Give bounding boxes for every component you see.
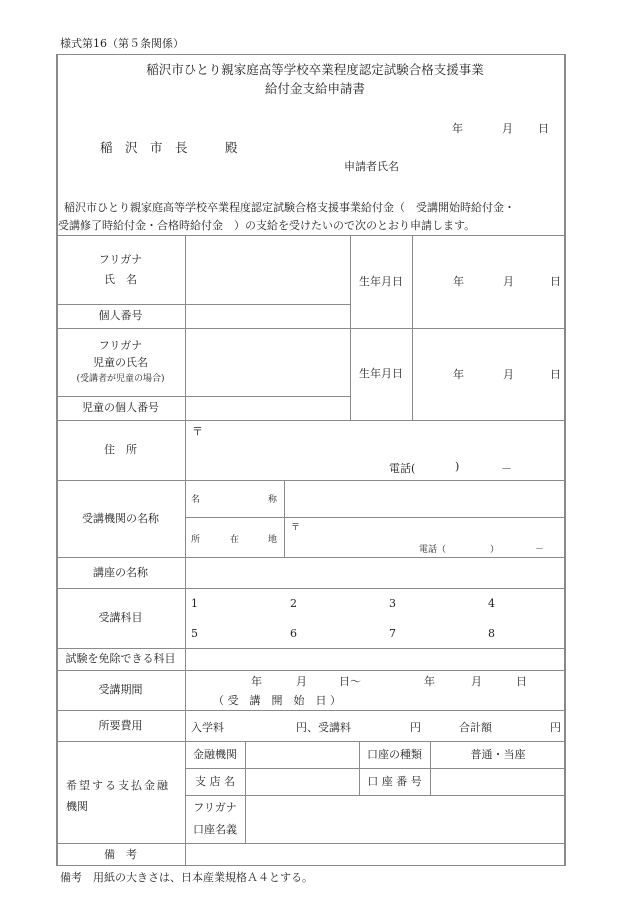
child-birthdate-field[interactable] (413, 329, 565, 419)
date-month: 月 (502, 122, 513, 135)
account-type-label: 口座の種類 (367, 747, 422, 761)
child-furigana-label: フリガナ (98, 338, 143, 352)
account-number-label: 口 座 番 号 (367, 774, 422, 788)
institution-name-label-a: 名 (191, 495, 201, 505)
applicant-birth-day: 日 (550, 275, 561, 288)
course-name-label: 講座の名称 (93, 565, 148, 579)
institution-postal-mark: 〒 (291, 523, 301, 533)
subject-number: 5 (191, 627, 198, 640)
request-text-line2: 受講修了時給付金・合格時給付金 ）の支給を受けたいので次のとおり申請します。 (58, 219, 476, 232)
applicant-my-number-label: 個人番号 (98, 309, 143, 322)
child-name-note: (受講者が児童の場合) (76, 373, 165, 384)
period-end-month: 月 (471, 675, 482, 688)
subjects-field[interactable] (186, 589, 565, 647)
applicant-furigana-label: フリガナ (98, 252, 143, 266)
bank-label-line1: 希望する支払金融 (66, 779, 170, 792)
child-name-label-cell (56, 328, 185, 396)
course-name-field[interactable] (186, 558, 565, 587)
exempt-subjects-field[interactable] (186, 649, 565, 669)
applicant-signature-field[interactable] (410, 154, 560, 174)
date-year: 年 (452, 122, 463, 135)
institution-location-field[interactable] (285, 518, 565, 556)
admission-fee-unit: 円、受講料 (296, 721, 351, 734)
application-date-field[interactable] (430, 116, 560, 136)
form-title-line2: 給付金支給申請書 (264, 81, 365, 96)
institution-phone-label: 電話（ (419, 545, 447, 555)
costs-label: 所要費用 (98, 718, 143, 732)
bank-institution-field[interactable] (246, 742, 358, 767)
period-start-note: （ 受 講 開 始 日 ） (213, 694, 341, 707)
total-unit: 円 (550, 721, 561, 734)
period-start-month: 月 (296, 675, 307, 688)
period-end-year: 年 (424, 675, 435, 688)
institution-name-label-b: 称 (268, 495, 278, 505)
applicant-birthdate-field[interactable] (413, 236, 565, 327)
subject-number: 2 (290, 597, 297, 610)
account-type-options[interactable]: 普通・当座 (470, 747, 526, 761)
child-birth-month: 月 (503, 368, 514, 381)
institution-label: 受講機関の名称 (82, 511, 159, 525)
bank-institution-label: 金融機関 (193, 747, 237, 761)
address-phone-dash: － (501, 462, 512, 475)
account-holder-field[interactable] (246, 796, 565, 842)
form-title-line1: 稲沢市ひとり親家庭高等学校卒業程度認定試験合格支援事業 (146, 62, 484, 77)
child-name-field[interactable] (186, 329, 349, 395)
child-my-number-label: 児童の個人番号 (82, 401, 159, 414)
subject-number: 7 (389, 627, 396, 640)
remarks-label: 備 考 (104, 847, 137, 861)
address-phone-close: ) (455, 460, 460, 473)
period-label: 受講期間 (98, 683, 143, 696)
applicant-birth-month: 月 (503, 275, 514, 288)
institution-name-field[interactable] (285, 481, 565, 516)
address-label: 住 所 (104, 443, 137, 456)
tuition-fee-unit: 円 (410, 721, 421, 734)
bank-label-line2: 機関 (66, 800, 88, 813)
institution-location-label-c: 地 (268, 535, 278, 545)
subject-number: 6 (290, 627, 297, 640)
applicant-name-field[interactable] (186, 236, 349, 303)
exempt-subjects-label: 試験を免除できる科目 (65, 652, 176, 665)
date-day: 日 (538, 122, 549, 135)
branch-field[interactable] (246, 769, 358, 794)
child-birth-day: 日 (550, 368, 561, 381)
applicant-birthdate-label: 生年月日 (359, 274, 403, 288)
subject-number: 1 (191, 597, 198, 610)
child-my-number-field[interactable] (186, 397, 349, 419)
total-label: 合計額 (459, 721, 492, 734)
applicant-my-number-field[interactable] (186, 305, 349, 327)
child-birth-year: 年 (453, 368, 464, 381)
holder-name-label: 口座名義 (193, 823, 237, 836)
address-field[interactable] (186, 421, 565, 479)
admission-fee-label: 入学料 (191, 721, 224, 734)
institution-location-label-a: 所 (191, 535, 201, 545)
holder-furigana-label: フリガナ (193, 801, 237, 814)
costs-field[interactable] (186, 711, 565, 740)
subject-number: 3 (389, 597, 396, 610)
institution-phone-dash: － (535, 545, 545, 555)
remarks-field[interactable] (186, 844, 565, 865)
child-name-label: 児童の氏名 (93, 355, 148, 369)
address-phone-label: 電話( (389, 462, 416, 475)
form-number: 様式第16（第５条関係） (60, 37, 184, 50)
period-field[interactable] (186, 671, 565, 709)
period-end-day: 日 (516, 675, 527, 688)
account-number-field[interactable] (431, 769, 565, 794)
institution-phone-close: ） (490, 545, 500, 555)
subjects-label: 受講科目 (98, 611, 143, 624)
applicant-name-label: 氏 名 (104, 272, 137, 286)
addressee-city: 稲 沢 市 長 (100, 140, 188, 155)
applicant-name-label: 申請者氏名 (344, 160, 399, 173)
addressee-honorific: 殿 (225, 140, 238, 155)
request-text-line1: 稲沢市ひとり親家庭高等学校卒業程度認定試験合格支援事業給付金（ 受講開始時給付金・ (64, 201, 515, 214)
period-start-day: 日～ (339, 675, 361, 688)
subject-number: 8 (488, 627, 495, 640)
applicant-birth-year: 年 (453, 275, 464, 288)
period-start-year: 年 (251, 675, 262, 688)
applicant-name-label-cell (56, 235, 185, 304)
footnote: 備考 用紙の大きさは、日本産業規格Ａ４とする。 (60, 871, 313, 884)
branch-label: 支 店 名 (195, 774, 235, 788)
subject-number: 4 (488, 597, 495, 610)
institution-location-label-b: 在 (230, 535, 240, 545)
account-holder-label-cell (185, 795, 245, 843)
address-postal-mark: 〒 (192, 425, 203, 438)
child-birthdate-label: 生年月日 (359, 367, 403, 380)
